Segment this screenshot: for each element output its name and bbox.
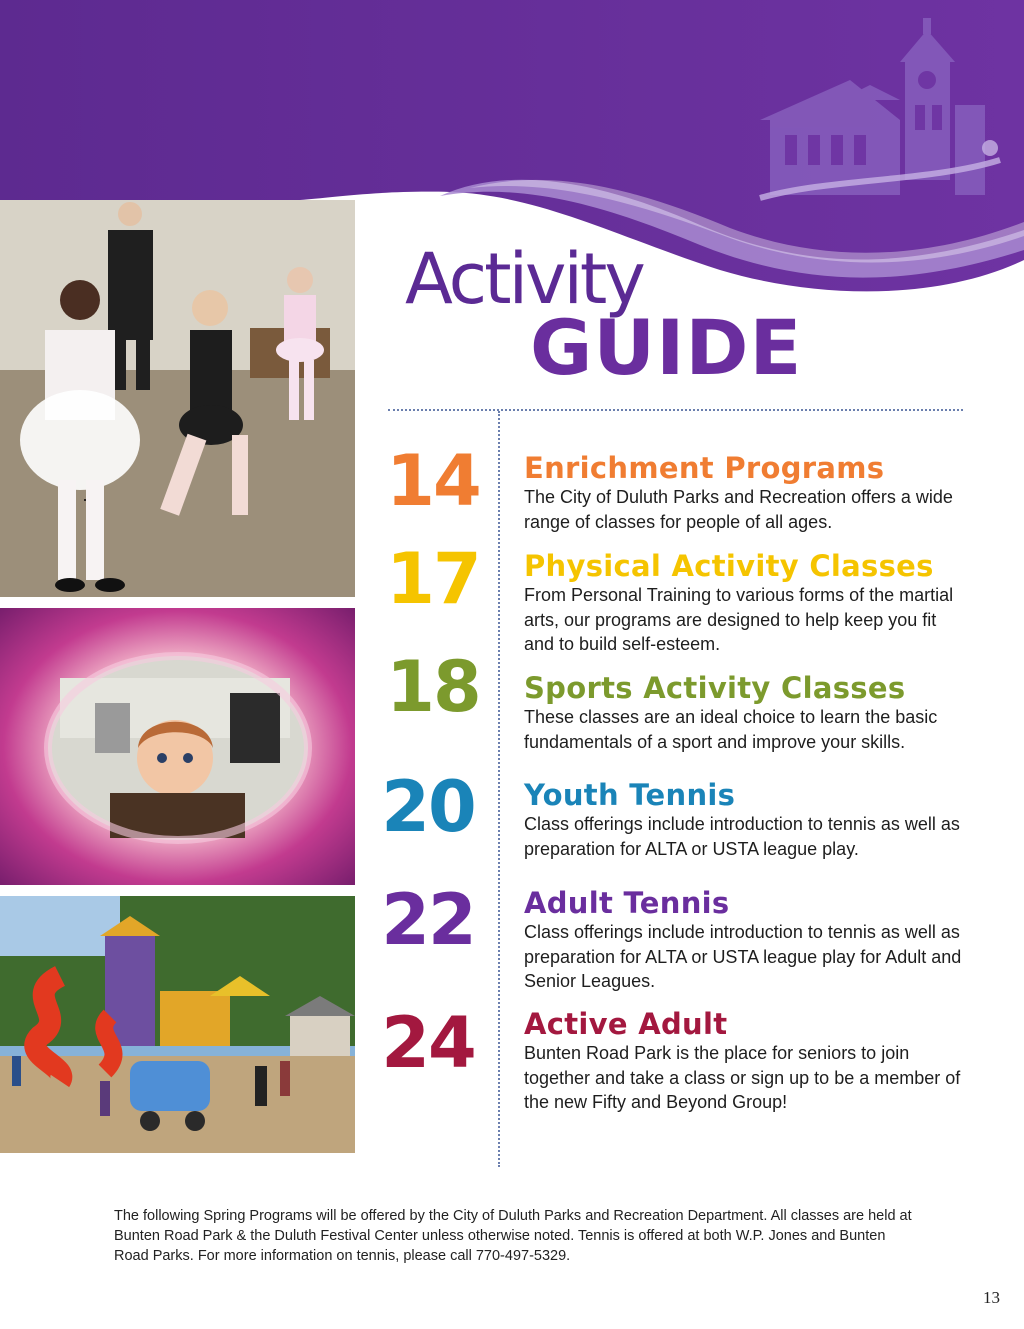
entry-enrichment-programs	[524, 451, 994, 534]
page-number-active-adult: 24	[381, 1002, 475, 1084]
page-number-physical-activity: 17	[386, 538, 480, 620]
page-number-youth-tennis: 20	[381, 766, 475, 848]
entry-adult-tennis	[524, 886, 994, 994]
photo-toddler-play-tube	[0, 608, 355, 885]
entry-title: Adult Tennis	[524, 886, 730, 920]
entry-title: Sports Activity Classes	[524, 671, 906, 705]
footer-note: The following Spring Programs will be offered by the City of Duluth Parks and Recreation Department. All classes are held at Bunten Road Park & the Duluth Festival Center unless otherwise noted. Tennis is offered at both W.P. Jones and Bunten Road Parks. For more information on tennis, please call 770-497-5329.	[114, 1208, 912, 1264]
entry-active-adult	[524, 1007, 994, 1115]
entry-description: Class offerings include introduction to tennis as well as preparation for ALTA or USTA league play for Adult and Senior Leagues.	[524, 922, 962, 991]
entry-title: Physical Activity Classes	[524, 549, 934, 583]
page-number: 13	[983, 1288, 1000, 1307]
entry-title: Youth Tennis	[524, 778, 736, 812]
entry-physical-activity-classes	[524, 549, 994, 657]
photo-ballet-class	[0, 200, 355, 597]
entry-description: Bunten Road Park is the place for seniors to join together and take a class or sign up to be a member of the new Fifty and Beyond Group!	[524, 1043, 961, 1112]
horizontal-dotted-divider	[388, 409, 963, 411]
photo-playground	[0, 896, 355, 1153]
entry-title: Enrichment Programs	[524, 451, 885, 485]
entry-description: From Personal Training to various forms of the martial arts, our programs are designed to help keep you fit and to build self-esteem.	[524, 585, 954, 654]
title-guide: GUIDE	[530, 303, 803, 392]
page-number-adult-tennis: 22	[381, 879, 475, 961]
entry-description: Class offerings include introduction to tennis as well as preparation for ALTA or USTA league play.	[524, 814, 960, 859]
entry-sports-activity-classes	[524, 671, 994, 754]
page-number-sports-activity: 18	[386, 646, 480, 728]
entry-description: These classes are an ideal choice to learn the basic fundamentals of a sport and improve your skills.	[524, 707, 938, 752]
title-activity: Activity	[405, 238, 643, 320]
page-number-enrichment: 14	[386, 440, 480, 522]
entry-youth-tennis	[524, 778, 994, 861]
vertical-dotted-divider	[498, 411, 500, 1167]
entry-description: The City of Duluth Parks and Recreation offers a wide range of classes for people of all ages.	[524, 487, 953, 532]
entry-title: Active Adult	[524, 1007, 728, 1041]
